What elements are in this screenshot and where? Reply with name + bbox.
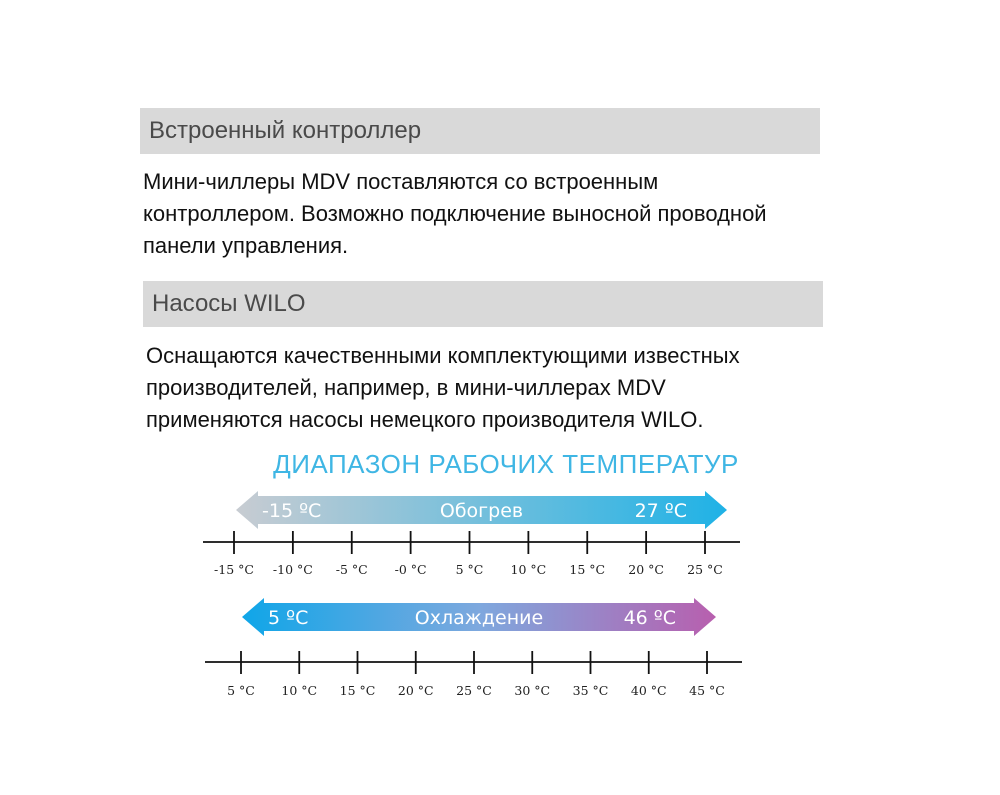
cooling-start-label: 5 ºC (268, 607, 309, 629)
cooling-end-label: 46 ºC (623, 607, 676, 629)
cooling-mode-label: Охлаждение (414, 607, 544, 629)
cooling-tick-label: 25 °C (456, 683, 492, 698)
cooling-tick-label: 15 °C (339, 683, 376, 698)
chart-title: ДИАПАЗОН РАБОЧИХ ТЕМПЕРАТУР (273, 449, 739, 479)
heating-end-label: 27 ºC (634, 500, 687, 522)
heating-tick-label: -10 °C (272, 562, 313, 577)
cooling-tick-label: 45 °C (689, 683, 725, 698)
text-line: Оснащаются качественными комплектующими известных (146, 343, 740, 368)
heating-tick-label: -5 °C (335, 562, 368, 577)
cooling-tick-label: 10 °C (281, 683, 318, 698)
heating-tick-label: 10 °C (510, 562, 547, 577)
text-line: контроллером. Возможно подключение выносной проводной (143, 201, 767, 226)
heating-tick-label: 25 °C (687, 562, 723, 577)
heating-mode-label: Обогрев (439, 500, 524, 522)
cooling-tick-label: 30 °C (514, 683, 551, 698)
cooling-tick-label: 40 °C (630, 683, 667, 698)
cooling-tick-label: 20 °C (397, 683, 434, 698)
heating-tick-label: 5 °C (455, 562, 484, 577)
heating-tick-label: 20 °C (628, 562, 664, 577)
cooling-tick-label: 5 °C (227, 683, 255, 698)
section-header-pumps: Насосы WILO (143, 281, 823, 327)
heating-tick-label: 15 °C (569, 562, 606, 577)
cooling-tick-label: 35 °C (572, 683, 609, 698)
text-line: Мини-чиллеры MDV поставляются со встроенным (143, 169, 659, 194)
text-line: производителей, например, в мини-чиллерах MDV (146, 375, 666, 400)
section-header-controller: Встроенный контроллер (140, 108, 820, 154)
text-line: применяются насосы немецкого производителя WILO. (146, 407, 704, 432)
text-line: панели управления. (143, 233, 349, 258)
heating-tick-label: -0 °C (394, 562, 427, 577)
heating-start-label: -15 ºC (262, 500, 322, 522)
heating-tick-label: -15 °C (214, 562, 254, 577)
